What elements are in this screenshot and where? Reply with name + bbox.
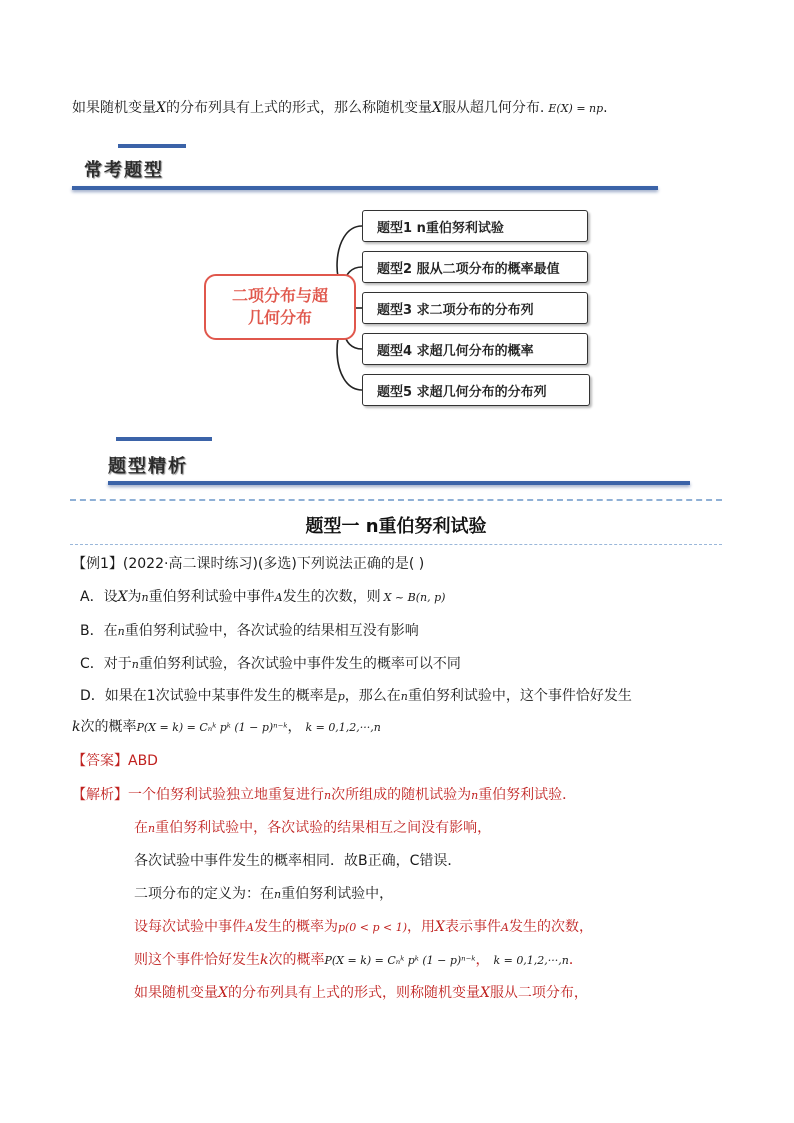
mindmap-leaf-1: 题型1 n重伯努利试验 [362,210,588,242]
dashed-divider-bottom [70,544,722,545]
option-a-var-x: X [117,589,128,605]
option-a-text-4: 发生的次数，则 [282,589,381,605]
section1-title: 常考题型 [84,160,164,181]
option-a-var-a: A [274,591,283,604]
option-d-text-2: ，那么在 [344,688,401,704]
example-head: 【例1】(2022·高二课时练习)(多选)下列说法正确的是( ) [72,556,425,572]
section2-tab [116,437,212,441]
analysis-l4-text-2: 重伯努利试验中， [281,886,394,902]
analysis-l7-text-1: 如果随机变量 [134,985,218,1001]
intro-var-x2: X [431,100,442,116]
analysis-l1-var-n: n [324,789,332,802]
analysis-l1-var-n2: n [471,789,479,802]
section2-title: 题型精析 [108,456,188,477]
option-a-text-1: A．设 [80,589,118,605]
analysis-line-2 [134,818,491,839]
analysis-l2-text-1: 在 [134,820,148,836]
analysis-line-1 [72,785,576,806]
answer-label: 【答案】 [72,753,128,769]
analysis-l2-var-n: n [148,822,156,835]
center-line-2: 几何分布 [247,308,312,327]
option-c-text-2: 重伯努利试验，各次试验中事件发生的概率可以不同 [138,656,461,672]
option-c [80,654,461,675]
option-d-text-3: 重伯努利试验中，这个事件恰好发生 [407,688,632,704]
analysis-line-5 [134,917,593,938]
analysis-l5-text-3: ，用 [407,919,436,935]
option-d-formula: P(X = k) = Cₙᵏ pᵏ (1 − p)ⁿ⁻ᵏ [136,721,288,734]
analysis-l7-text-3: 服从二项分布， [489,985,588,1001]
analysis-line-3: 各次试验中事件发生的概率相同．故B正确，C错误． [134,853,462,869]
mindmap-leaf-4: 题型4 求超几何分布的概率 [362,333,588,365]
analysis-line-7 [134,983,588,1003]
analysis-l5-formula: p(0 < p < 1) [337,921,408,934]
analysis-l5-var-a: A [246,921,254,934]
analysis-line-6 [134,950,583,971]
mindmap-center-node [204,274,356,340]
intro-formula: E(X) = np [548,102,604,115]
center-line-1: 二项分布与超 [231,286,328,305]
option-d-text-4: 次的概率 [80,719,137,735]
topic-title: 题型一 n重伯努利试验 [305,516,487,537]
analysis-l5-text-5: 发生的次数， [508,919,593,935]
answer-value: ABD [128,753,158,769]
option-d-line1 [80,686,632,707]
analysis-l7-text-2: 的分布列具有上式的形式，则称随机变量 [227,985,480,1001]
option-a-text-2: 为 [127,589,142,605]
mindmap-leaf-5: 题型5 求超几何分布的分布列 [362,374,590,406]
analysis-line-4 [134,884,393,905]
option-c-text-1: C．对于 [80,656,132,672]
analysis-l6-text-3: ， [475,952,490,968]
analysis-l1-text-1: 一个伯努利试验独立地重复进行 [128,787,324,803]
option-b-text-1: B．在 [80,623,118,639]
analysis-l7-var-x: X [218,985,228,1001]
mindmap-leaf-3: 题型3 求二项分布的分布列 [362,292,588,324]
option-a [80,587,445,608]
option-d-text-5: ， [287,719,302,735]
option-b-text-2: 重伯努利试验中，各次试验的结果相互没有影响 [124,623,419,639]
analysis-l6-text-2: 次的概率 [268,952,325,968]
answer-line [72,751,158,771]
analysis-l6-formula-k: k = 0,1,2,···,n [493,954,569,967]
analysis-l6-text-1: 则这个事件恰好发生 [134,952,260,968]
intro-text-3: 服从超几何分布. [441,100,545,116]
intro-text-1: 如果随机变量 [72,100,156,116]
mindmap-leaf-2: 题型2 服从二项分布的概率最值 [362,251,588,283]
analysis-l5-var-x: X [435,919,446,935]
option-d-var-n: n [400,690,408,703]
option-b [80,621,419,642]
analysis-label: 【解析】 [72,787,128,803]
analysis-l6-formula: P(X = k) = Cₙᵏ pᵏ (1 − p)ⁿ⁻ᵏ [324,954,476,967]
analysis-l5-text-1: 设每次试验中事件 [134,919,246,935]
option-d-var-k: k [72,719,81,735]
analysis-l6-var-k: k [260,952,269,968]
intro-var-x: X [156,100,166,116]
analysis-l1-text-3: 重伯努利试验． [478,787,577,803]
option-c-var-n: n [131,658,139,671]
section2-bar [108,481,690,485]
analysis-l5-var-a2: A [501,921,509,934]
analysis-l5-text-2: 发生的概率为 [253,919,338,935]
option-d-text-1: D．如果在1次试验中某事件发生的概率是 [80,688,338,704]
option-b-var-n: n [117,625,125,638]
intro-period: . [603,100,608,116]
option-a-var-n: n [141,591,149,604]
option-a-text-3: 重伯努利试验中事件 [148,589,275,605]
option-d-formula-k: k = 0,1,2,···,n [305,721,381,734]
intro-text-2: 的分布列具有上式的形式，那么称随机变量 [165,100,432,116]
analysis-l4-text-1: 二项分布的定义为：在 [134,886,274,902]
analysis-l4-var-n: n [274,888,282,901]
analysis-l5-text-4: 表示事件 [445,919,502,935]
option-d-var-p: p [337,690,345,703]
analysis-l6-text-4: ． [568,952,583,968]
option-d-line2 [72,717,381,738]
analysis-l7-var-x2: X [479,985,490,1001]
analysis-l1-text-2: 次所组成的随机试验为 [331,787,472,803]
analysis-l2-text-2: 重伯努利试验中，各次试验的结果相互之间没有影响， [155,820,492,836]
option-a-formula: X ~ B(n, p) [383,591,446,604]
dashed-divider-top [70,499,722,501]
